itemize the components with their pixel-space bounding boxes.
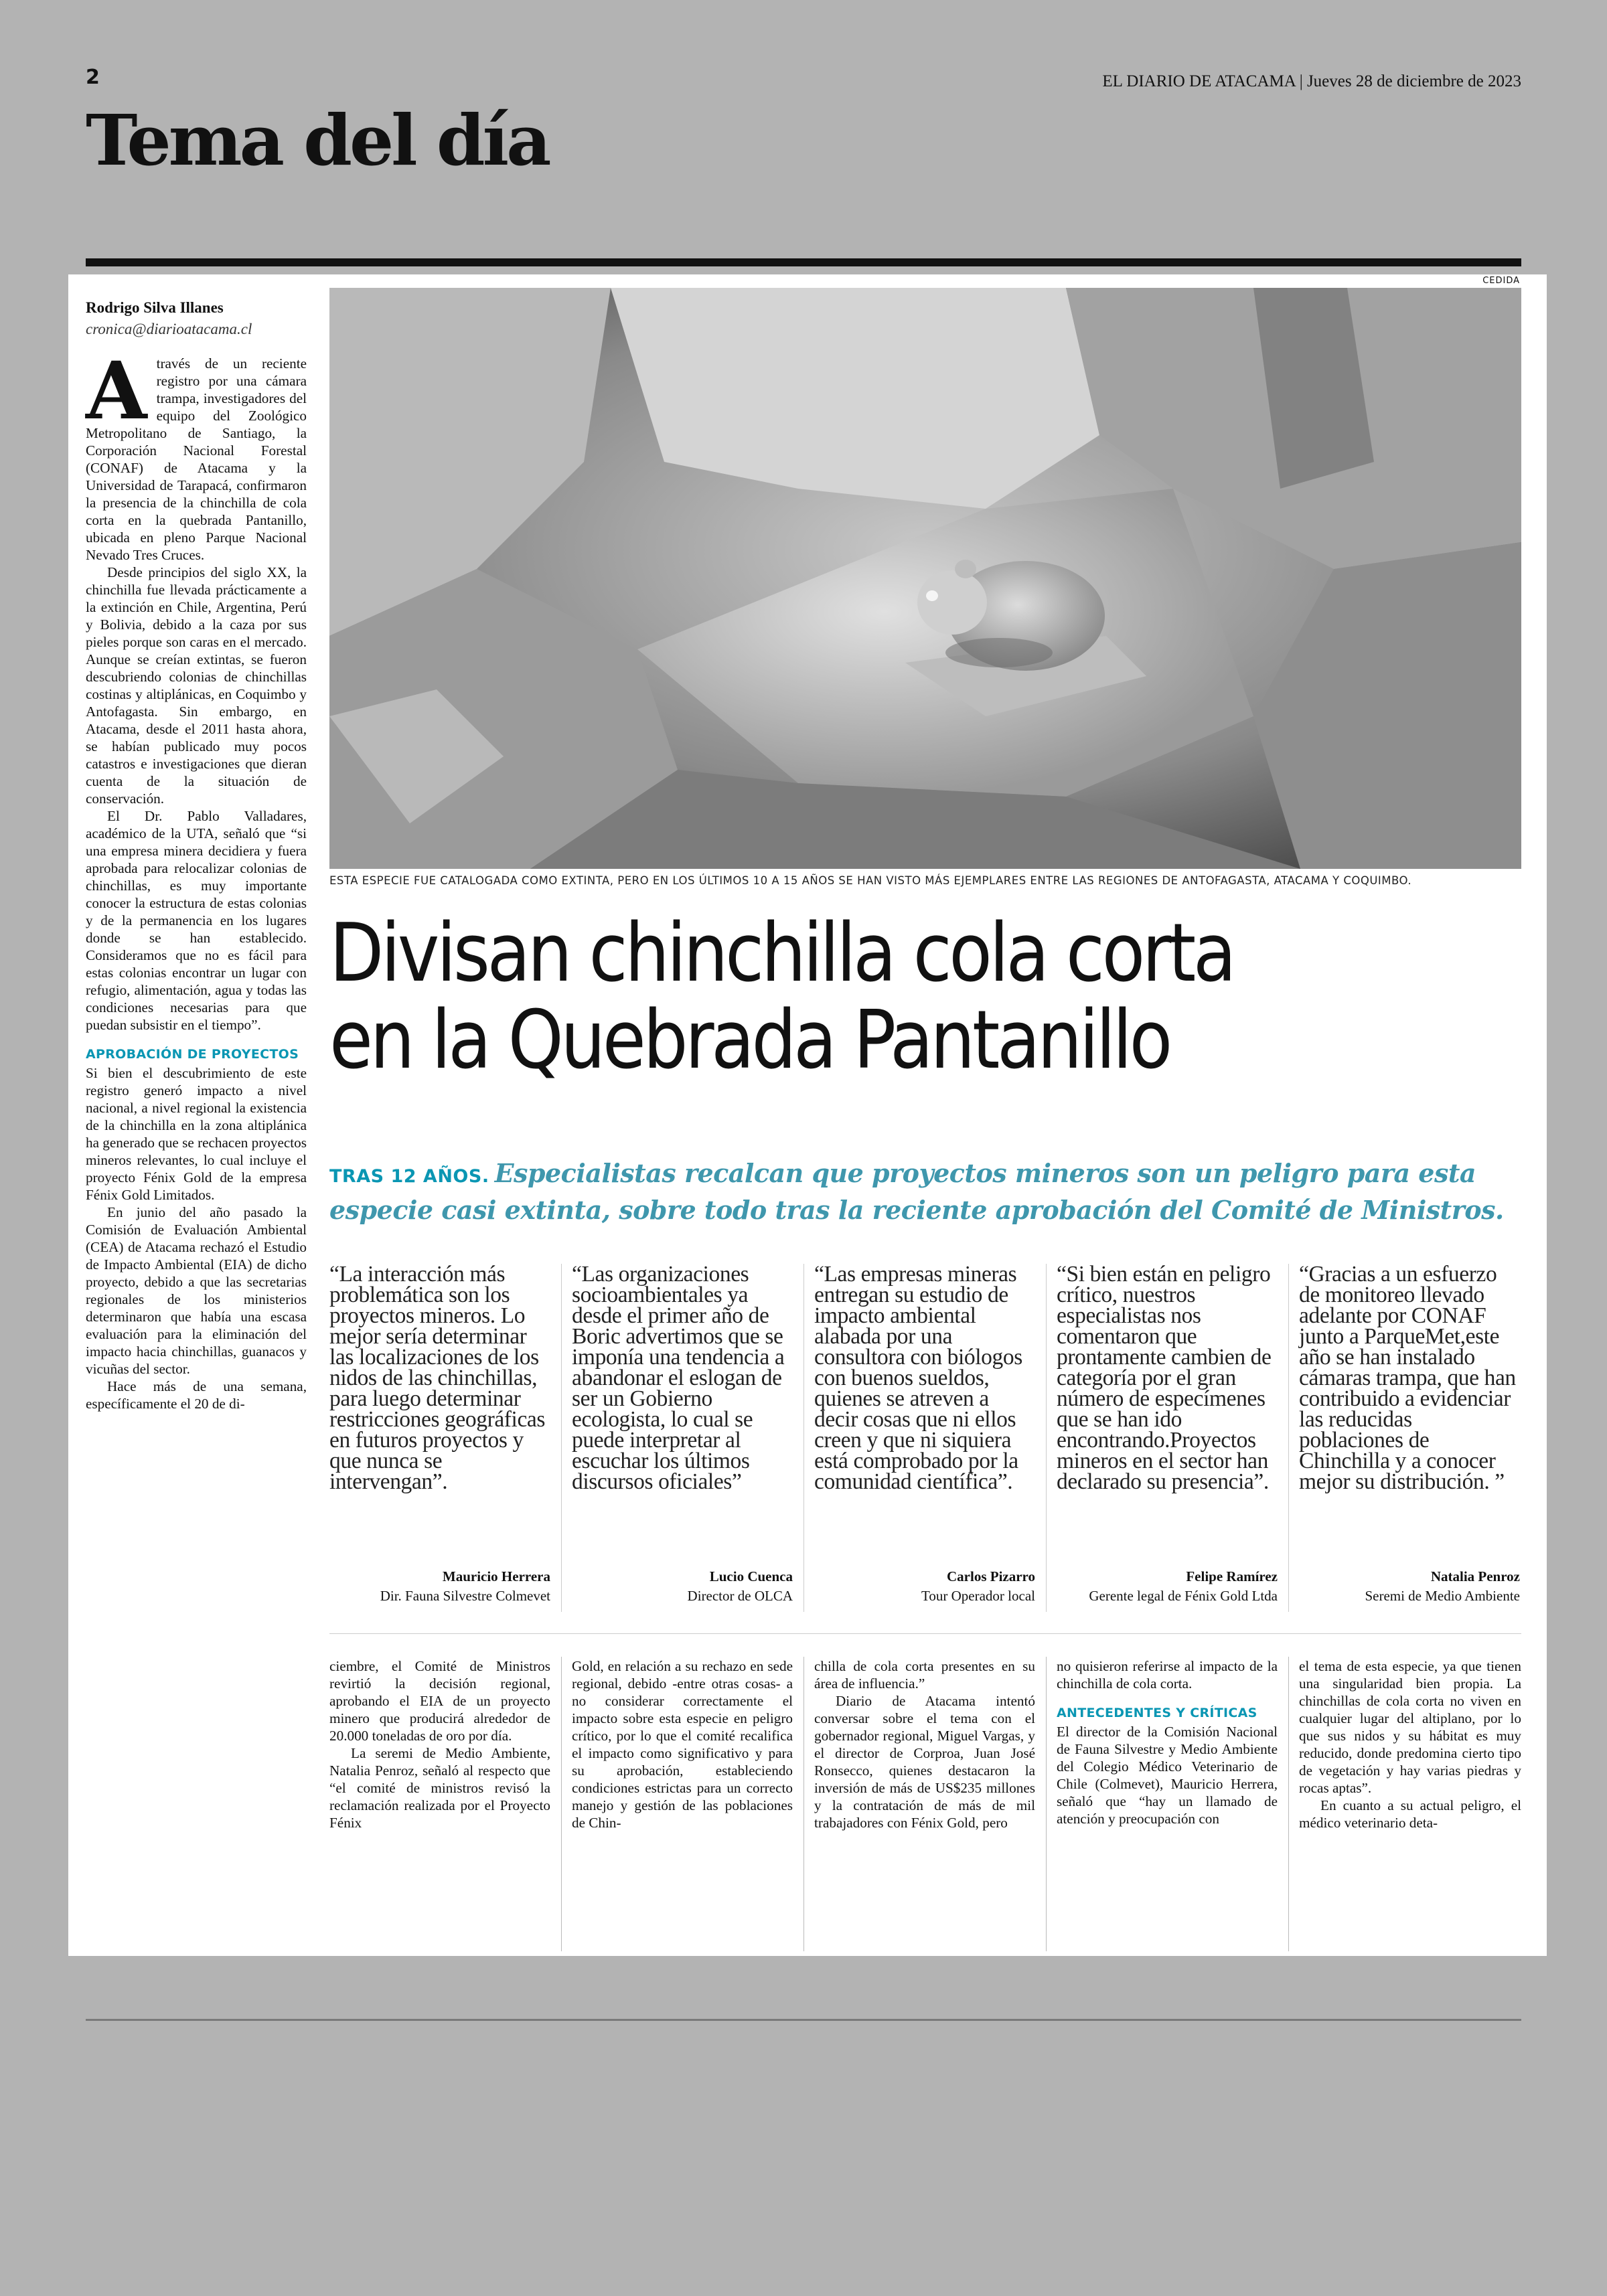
quote-text: “La interacción más problemática son los proyectos mineros. Lo mejor sería determinar las localizaciones de los nidos de las chinchillas, para luego determinar restricciones geográficas en futuros proyectos y que nunca se intervengan”. xyxy=(329,1262,546,1494)
quote-role: Seremi de Medio Ambiente xyxy=(1365,1588,1520,1604)
photo-caption: ESTA ESPECIE FUE CATALOGADA COMO EXTINTA, PERO EN LOS ÚLTIMOS 10 A 15 AÑOS SE HAN VISTO MÁS EJEMPLARES ENTRE LAS REGIONES DE ANTOFAGASTA, ATACAMA Y COQUIMBO. xyxy=(329,874,1412,887)
paragraph: En cuanto a su actual peligro, el médico veterinario deta- xyxy=(1299,1797,1521,1831)
byline xyxy=(86,297,252,340)
headline-line-1: Divisan chinchilla cola corta xyxy=(329,907,1234,1000)
quote-author: Carlos Pizarro xyxy=(947,1568,1035,1584)
quote-divider xyxy=(561,1264,562,1612)
quote-author: Felipe Ramírez xyxy=(1186,1568,1278,1584)
subhead-antecedentes: ANTECEDENTES Y CRÍTICAS xyxy=(1057,1706,1257,1720)
bottom-rule xyxy=(86,2019,1521,2021)
quotes-bottom-rule xyxy=(329,1633,1521,1634)
column-divider xyxy=(1288,1657,1289,1951)
quote-text: “Gracias a un esfuerzo de monitoreo llevado adelante por CONAF junto a ParqueMet,este año se han instalado cámaras trampa, que han contribuido a evidenciar las reducidas poblaciones de Chinchilla y a conocer mejor su distribución. ” xyxy=(1299,1262,1516,1494)
author-name: Rodrigo Silva Illanes xyxy=(86,299,224,316)
deck-kicker: TRAS 12 AÑOS. xyxy=(329,1166,489,1187)
night-camera-image xyxy=(329,288,1521,869)
subhead-aprobacion: APROBACIÓN DE PROYECTOS xyxy=(86,1047,299,1062)
quote-herrera xyxy=(329,1262,550,1604)
column-divider xyxy=(1046,1657,1047,1951)
quote-pizarro xyxy=(814,1262,1035,1604)
paragraph: ciembre, el Comité de Ministros revirtió la decisión regional, aprobando el EIA de un proyecto minero que producirá alrededor de 20.000 toneladas de oro por día. xyxy=(329,1658,550,1744)
paragraph: Gold, en relación a su rechazo en sede regional, debido -entre otras cosas- a no considerar correctamente el impacto sobre esta especie en peligro crítico, por lo que el comité recalifica el impacto como significativo y para su aprobación, estableciendo condiciones estrictas para un correcto manejo y gestión de las poblaciones de Chin- xyxy=(572,1658,793,1831)
quote-author: Mauricio Herrera xyxy=(442,1568,550,1584)
article-column-6 xyxy=(1299,1657,1521,1831)
top-rule xyxy=(86,258,1521,266)
article-column-3 xyxy=(572,1657,793,1831)
quote-author: Lucio Cuenca xyxy=(709,1568,793,1584)
paragraph: Desde principios del siglo XX, la chinchilla fue llevada prácticamente a la extinción en Chile, Argentina, Perú y Bolivia, debido a la caza por sus pieles porque son caras en el mercado. Aunque se creían extintas, se fueron descubriendo colonias de chinchillas costinas y altiplánicas, en Coquimbo y Antofagasta. Sin embargo, en Atacama, desde el 2011 hasta ahora, se habían publicado muy pocos catastros e investigaciones que dieran cuenta de la situación de conservación. xyxy=(86,564,307,807)
deck-text: Especialistas recalcan que proyectos mineros son un peligro para esta especie casi extinta, sobre todo tras la reciente aprobación del Comité de Ministros. xyxy=(329,1158,1504,1225)
photo-credit: CEDIDA xyxy=(1482,276,1520,286)
paragraph: chilla de cola corta presentes en su área de influencia.” xyxy=(814,1658,1035,1692)
quote-penroz xyxy=(1299,1262,1520,1604)
quote-divider xyxy=(1288,1264,1289,1612)
dropcap: A xyxy=(86,344,147,437)
quote-author: Natalia Penroz xyxy=(1430,1568,1520,1584)
section-title: Tema del día xyxy=(86,99,549,181)
quote-role: Tour Operador local xyxy=(921,1588,1035,1604)
quote-role: Director de OLCA xyxy=(687,1588,793,1604)
column-divider xyxy=(561,1657,562,1951)
paragraph: el tema de esta especie, ya que tienen una singularidad bien propia. La chinchillas de cola corta no viven en cualquier lugar del altiplano, por lo que sus nidos y su hábitat es muy reducido, donde predomina cierto tipo de vegetación y hay varias piedras y rocas aptas”. xyxy=(1299,1658,1521,1796)
paragraph: En junio del año pasado la Comisión de Evaluación Ambiental (CEA) de Atacama rechazó el Estudio de Impacto Ambiental (EIA) de dicho proyecto, debido a que las secretarias regionales de los ministerios determinaron que había una escasa evaluación para la eliminación del impacto hacia chinchillas, guanacos y vicuñas del sector. xyxy=(86,1204,307,1377)
headline-line-2: en la Quebrada Pantanillo xyxy=(329,994,1170,1087)
paragraph: Hace más de una semana, específicamente el 20 de di- xyxy=(86,1378,307,1412)
article-column-2 xyxy=(329,1657,550,1831)
quote-role: Gerente legal de Fénix Gold Ltda xyxy=(1089,1588,1278,1604)
paragraph: El director de la Comisión Nacional de Fauna Silvestre y Medio Ambiente del Colegio Médico Veterinario de Chile (Colmevet), Mauricio Herrera, señaló que “hay un llamado de atención y preocupación con xyxy=(1057,1724,1278,1827)
quotes-row xyxy=(329,1264,1521,1612)
quote-divider xyxy=(1046,1264,1047,1612)
paragraph: El Dr. Pablo Valladares, académico de la UTA, señaló que “si una empresa minera decidiera y fuera aprobada para relocalizar colonias de chinchillas, es muy importante conocer la estructura de estas colonias y de la permanencia en los lugares donde se han establecido. Consideramos que no es fácil para estas colonias encontrar un lugar con refugio, alimentación, agua y todas las condiciones necesarias para que puedan subsistir en el tiempo”. xyxy=(86,808,307,1033)
lead-paragraph: Através de un reciente registro por una cámara trampa, investigadores del equipo del Zoológico Metropolitano de Santiago, la Corporación Nacional Forestal (CONAF) de Atacama y la Universidad de Tarapacá, confirmaron la presencia de la chinchilla de cola corta en la quebrada Pantanillo, ubicada en pleno Parque Nacional Nevado Tres Cruces. xyxy=(86,344,307,563)
page-number: 2 xyxy=(86,66,100,89)
headline xyxy=(329,907,1508,1087)
paragraph: La seremi de Medio Ambiente, Natalia Penroz, señaló al respecto que “el comité de ministros revisó la reclamación realizada por el Proyecto Fénix xyxy=(329,1745,550,1831)
quote-cuenca xyxy=(572,1262,793,1604)
masthead: EL DIARIO DE ATACAMA | Jueves 28 de diciembre de 2023 xyxy=(1102,72,1521,90)
paragraph: no quisieron referirse al impacto de la chinchilla de cola corta. xyxy=(1057,1658,1278,1692)
quote-role: Dir. Fauna Silvestre Colmevet xyxy=(380,1588,550,1604)
quote-text: “Las organizaciones socioambientales ya desde el primer año de Boric advertimos que se imponía una tendencia a abandonar el eslogan de ser un Gobierno ecologista, lo cual se puede interpretar al escuchar los últimos discursos oficiales” xyxy=(572,1262,785,1494)
quote-text: “Si bien están en peligro crítico, nuestros especialistas nos comentaron que prontamente cambien de categoría por el gran número de especímenes que se han ido encontrando.Proyectos mineros en el sector han declarado su presencia”. xyxy=(1057,1262,1272,1494)
quote-ramirez xyxy=(1057,1262,1278,1604)
article-column-5 xyxy=(1057,1657,1278,1827)
author-email[interactable]: cronica@diarioatacama.cl xyxy=(86,321,252,337)
paragraph: Diario de Atacama intentó conversar sobre el tema con el gobernador regional, Miguel Vargas, y el director de Corproa, Juan José Ronsecco, quienes destacaron la inversión de más de US$235 millones y la contratación de más de mil trabajadores con Fénix Gold, pero xyxy=(814,1693,1035,1831)
article-column-1 xyxy=(86,344,307,1412)
deck xyxy=(329,1157,1528,1227)
paragraph: Si bien el descubrimiento de este registro generó impacto a nivel nacional, a nivel regional la existencia de la chinchilla en la zona altiplánica ha generado que se rechacen proyectos mineros relevantes, lo cual incluye el proyecto Fénix Gold de la empresa Fénix Gold Limitados. xyxy=(86,1065,307,1203)
article-column-4 xyxy=(814,1657,1035,1831)
quote-text: “Las empresas mineras entregan su estudio de impacto ambiental alabada por una consultora con biólogos con buenos sueldos, quienes se atreven a decir cosas que ni ellos creen y que ni siquiera está comprobado por la comunidad científica”. xyxy=(814,1262,1022,1494)
chinchilla-photo xyxy=(329,288,1521,869)
